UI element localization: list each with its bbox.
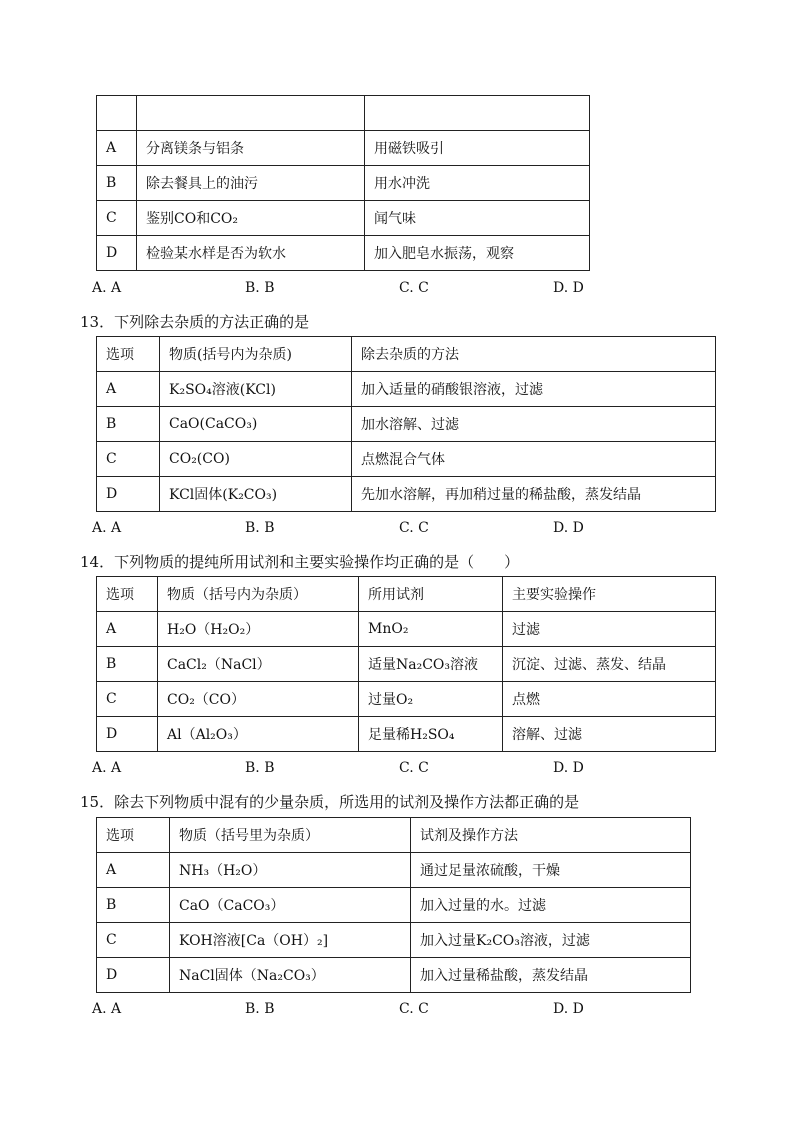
q14-table — [96, 576, 716, 752]
q14-answer-options — [92, 760, 712, 780]
table-header-row — [97, 337, 716, 372]
q13-answer-options — [92, 520, 712, 540]
operation-cell: 点燃 — [503, 682, 716, 717]
option-cell: B — [97, 647, 158, 682]
method-cell: 闻气味 — [365, 201, 590, 236]
table-row — [97, 442, 716, 477]
table-header-row — [97, 818, 691, 853]
table-row — [97, 682, 716, 717]
method-cell: 用水冲洗 — [365, 166, 590, 201]
option-cell: B — [97, 888, 170, 923]
reagent-cell: 足量稀H₂SO₄ — [359, 717, 503, 752]
substance-cell: H₂O（H₂O₂） — [158, 612, 359, 647]
option-cell: C — [97, 201, 137, 236]
option-cell: D — [97, 717, 158, 752]
item-cell: 鉴别CO和CO₂ — [137, 201, 365, 236]
option-cell: A — [97, 612, 158, 647]
q12-block — [96, 95, 590, 271]
answer-option-c[interactable]: C. C — [399, 760, 429, 776]
q14-title: 14．下列物质的提纯所用试剂和主要实验操作均正确的是（ ） — [80, 553, 520, 571]
header-cell — [137, 96, 365, 131]
reagent-cell: MnO₂ — [359, 612, 503, 647]
header-cell: 物质（括号内为杂质） — [158, 577, 359, 612]
option-cell: D — [97, 477, 160, 512]
method-cell: 加入过量的水。过滤 — [411, 888, 691, 923]
operation-cell: 沉淀、过滤、蒸发、结晶 — [503, 647, 716, 682]
option-cell: C — [97, 442, 160, 477]
q14-block — [96, 576, 716, 752]
answer-option-a[interactable]: A. A — [92, 520, 122, 536]
table-header-row — [97, 577, 716, 612]
header-cell: 选项 — [97, 818, 170, 853]
header-cell: 物质(括号内为杂质) — [160, 337, 352, 372]
substance-cell: KOH溶液[Ca（OH）₂] — [170, 923, 411, 958]
q15-title: 15．除去下列物质中混有的少量杂质，所选用的试剂及操作方法都正确的是 — [80, 793, 580, 811]
table-row — [97, 888, 691, 923]
answer-option-b[interactable]: B. B — [245, 520, 275, 536]
table-row — [97, 853, 691, 888]
substance-cell: NaCl固体（Na₂CO₃） — [170, 958, 411, 993]
operation-cell: 过滤 — [503, 612, 716, 647]
table-row — [97, 923, 691, 958]
option-cell: C — [97, 923, 170, 958]
header-cell: 主要实验操作 — [503, 577, 716, 612]
substance-cell: Al（Al₂O₃） — [158, 717, 359, 752]
table-row — [97, 647, 716, 682]
option-cell: A — [97, 372, 160, 407]
table-row — [97, 372, 716, 407]
reagent-cell: 适量Na₂CO₃溶液 — [359, 647, 503, 682]
option-cell: A — [97, 853, 170, 888]
header-cell: 选项 — [97, 337, 160, 372]
table-row — [97, 166, 590, 201]
table-header-row — [97, 96, 590, 131]
substance-cell: K₂SO₄溶液(KCl) — [160, 372, 352, 407]
header-cell — [97, 96, 137, 131]
answer-option-d[interactable]: D. D — [553, 760, 584, 776]
option-cell: B — [97, 166, 137, 201]
method-cell: 加入肥皂水振荡，观察 — [365, 236, 590, 271]
reagent-cell: 过量O₂ — [359, 682, 503, 717]
header-cell: 除去杂质的方法 — [352, 337, 716, 372]
substance-cell: CaO（CaCO₃） — [170, 888, 411, 923]
item-cell: 除去餐具上的油污 — [137, 166, 365, 201]
table-row — [97, 958, 691, 993]
answer-option-d[interactable]: D. D — [553, 520, 584, 536]
option-cell: D — [97, 958, 170, 993]
option-cell: C — [97, 682, 158, 717]
option-cell: B — [97, 407, 160, 442]
method-cell: 加入过量稀盐酸，蒸发结晶 — [411, 958, 691, 993]
q12-table — [96, 95, 590, 271]
q13-table — [96, 336, 716, 512]
substance-cell: CO₂(CO) — [160, 442, 352, 477]
q13-block — [96, 336, 716, 512]
q15-answer-options — [92, 1001, 712, 1021]
method-cell: 加水溶解、过滤 — [352, 407, 716, 442]
table-row — [97, 477, 716, 512]
answer-option-a[interactable]: A. A — [92, 1001, 122, 1017]
answer-option-c[interactable]: C. C — [399, 280, 429, 296]
answer-option-b[interactable]: B. B — [245, 760, 275, 776]
table-row — [97, 201, 590, 236]
table-row — [97, 236, 590, 271]
substance-cell: CaO(CaCO₃) — [160, 407, 352, 442]
header-cell: 所用试剂 — [359, 577, 503, 612]
option-cell: D — [97, 236, 137, 271]
item-cell: 检验某水样是否为软水 — [137, 236, 365, 271]
answer-option-d[interactable]: D. D — [553, 1001, 584, 1017]
answer-option-a[interactable]: A. A — [92, 280, 122, 296]
operation-cell: 溶解、过滤 — [503, 717, 716, 752]
substance-cell: CO₂（CO） — [158, 682, 359, 717]
q13-title: 13．下列除去杂质的方法正确的是 — [80, 313, 310, 331]
method-cell: 用磁铁吸引 — [365, 131, 590, 166]
answer-option-a[interactable]: A. A — [92, 760, 122, 776]
substance-cell: NH₃（H₂O） — [170, 853, 411, 888]
method-cell: 加入过量K₂CO₃溶液，过滤 — [411, 923, 691, 958]
item-cell: 分离镁条与铝条 — [137, 131, 365, 166]
answer-option-c[interactable]: C. C — [399, 520, 429, 536]
header-cell: 试剂及操作方法 — [411, 818, 691, 853]
method-cell: 通过足量浓硫酸，干燥 — [411, 853, 691, 888]
substance-cell: KCl固体(K₂CO₃) — [160, 477, 352, 512]
q12-answer-options — [92, 280, 712, 300]
method-cell: 先加水溶解，再加稍过量的稀盐酸，蒸发结晶 — [352, 477, 716, 512]
answer-option-b[interactable]: B. B — [245, 280, 275, 296]
answer-option-d[interactable]: D. D — [553, 280, 584, 296]
substance-cell: CaCl₂（NaCl） — [158, 647, 359, 682]
q15-table — [96, 817, 691, 993]
answer-option-c[interactable]: C. C — [399, 1001, 429, 1017]
header-cell: 物质（括号里为杂质） — [170, 818, 411, 853]
table-row — [97, 407, 716, 442]
answer-option-b[interactable]: B. B — [245, 1001, 275, 1017]
option-cell: A — [97, 131, 137, 166]
table-row — [97, 717, 716, 752]
method-cell: 加入适量的硝酸银溶液，过滤 — [352, 372, 716, 407]
table-row — [97, 612, 716, 647]
header-cell — [365, 96, 590, 131]
header-cell: 选项 — [97, 577, 158, 612]
method-cell: 点燃混合气体 — [352, 442, 716, 477]
table-row — [97, 131, 590, 166]
q15-block — [96, 817, 691, 993]
